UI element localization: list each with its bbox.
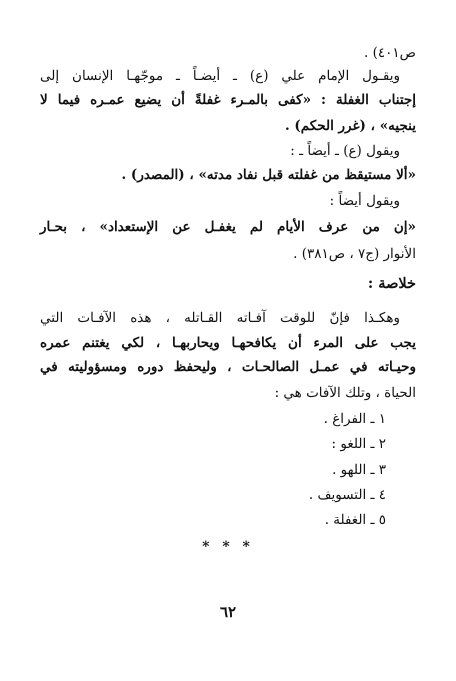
text-line: ص٤٠١) . (364, 45, 416, 61)
list-item: ٣ ـ اللهو . (332, 462, 386, 478)
text-line: الأنوار (ج٧ ، ص٣٨١) . (293, 246, 416, 262)
paragraph-line: وهكـذا فإنّ للوقت آفـاته القـاتله ، هذه الآفـات التي (40, 310, 400, 326)
text-line: ويقول أيضاً : (329, 193, 400, 209)
text-line: «ألا مستيقظ من غفلته قبل نفاد مدته» ، (المصدر) . (121, 167, 416, 183)
list-item: ٢ ـ اللغو : (331, 436, 386, 452)
text-line: «إن من عرف الأيام لم يغفـل عن الإستعداد» ، بحـار (40, 219, 416, 235)
paragraph-line: الحياة ، وتلك الآفات هي : (274, 385, 416, 401)
text-line: ينجيه» ، (غرر الحكم) . (285, 118, 416, 134)
text-line: ويقـول الإمام علي (ع) ـ أيضـاً ـ موجّهـا الإنسان إلى (40, 68, 400, 84)
paragraph-line: يجب على المرء أن يكافحهـا ويحاربهـا ، لكي يغتنم عمره (40, 335, 416, 351)
section-separator: * * * (202, 539, 254, 555)
text-line: ويقول (ع) ـ أيضاً ـ : (290, 143, 400, 159)
section-heading: خلاصة : (367, 275, 416, 292)
list-item: ١ ـ الفراغ . (323, 411, 386, 427)
page-number: ٦٢ (219, 603, 237, 621)
list-item: ٤ ـ التسويف . (308, 487, 386, 503)
list-item: ٥ ـ الغفلة . (324, 512, 386, 528)
text-line: إجتناب الغفلة : «كفى بالمـرء غفلةً أن يضيع عمـره فيما لا (40, 92, 416, 108)
paragraph-line: وحيـاته في عمـل الصالحـات ، وليحفظ دوره ومسؤوليته في (40, 359, 416, 375)
